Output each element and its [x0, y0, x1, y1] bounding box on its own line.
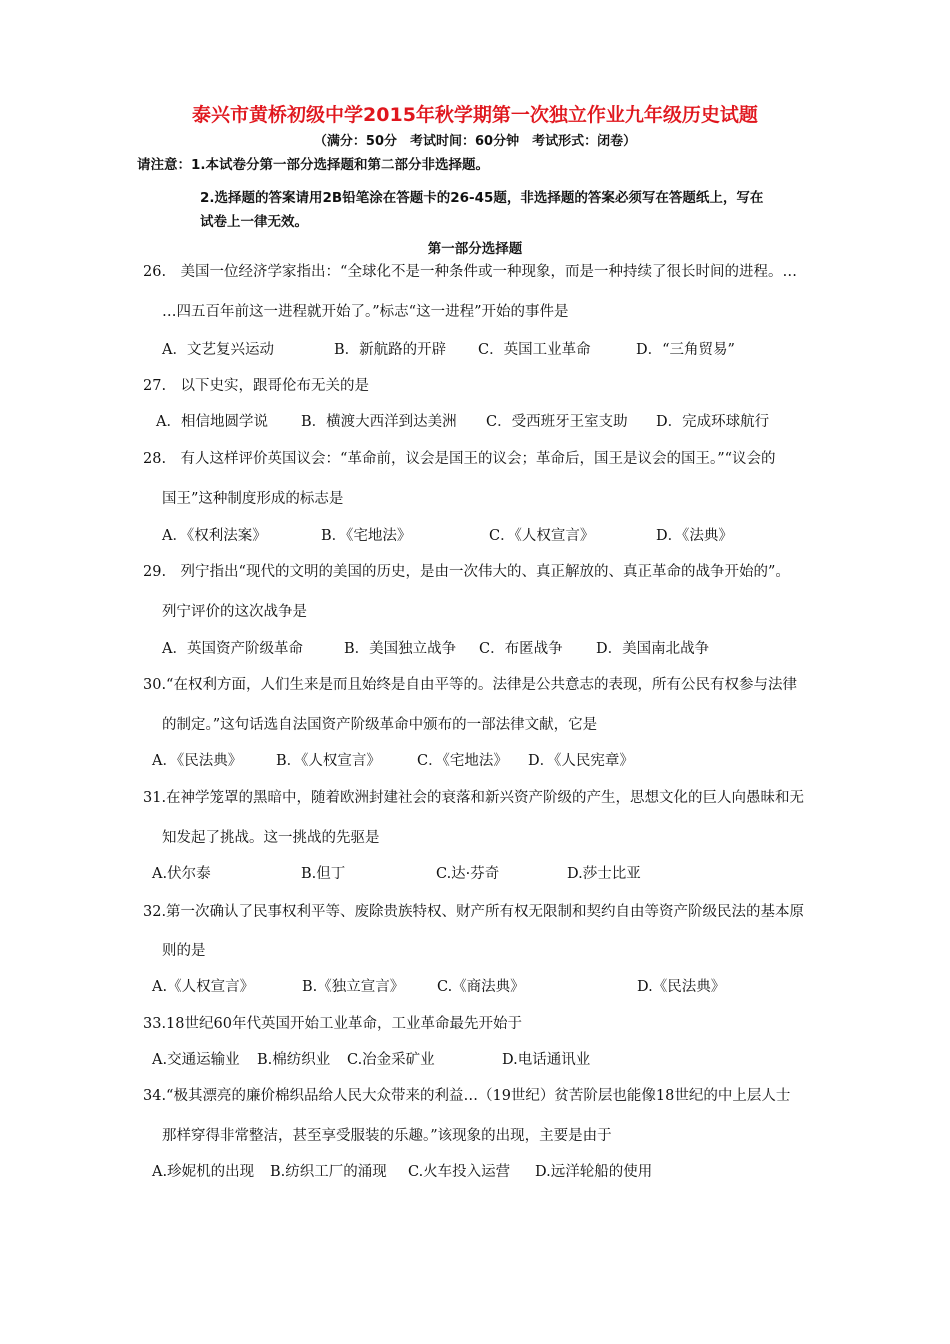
question-34-options — [152, 1162, 652, 1182]
question-33-line-1: 33.18世纪60年代英国开始工业革命，工业革命最先开始于 — [143, 1016, 522, 1032]
question-28-line-1: 28. 有人这样评价英国议会：“革命前，议会是国王的议会；革命后，国王是议会的国王。”“议会的 — [143, 451, 776, 467]
option-b: B．《人权宣言》 — [276, 753, 381, 769]
question-31-line-2: 知发起了挑战。这一挑战的先驱是 — [162, 830, 380, 846]
option-d: D.莎士比亚 — [567, 866, 641, 882]
option-c: C．《人权宣言》 — [489, 528, 595, 544]
question-32-line-2: 则的是 — [162, 943, 206, 959]
option-b: B.《独立宣言》 — [302, 979, 405, 995]
question-28-line-2: 国王”这种制度形成的标志是 — [162, 491, 344, 507]
option-b: B．新航路的开辟 — [334, 342, 447, 358]
question-26-line-2: …四五百年前这一进程就开始了。”标志“这一进程”开始的事件是 — [162, 304, 569, 320]
option-c: C.冶金采矿业 — [347, 1052, 435, 1068]
question-30-line-1: 30.“在权利方面，人们生来是而且始终是自由平等的。法律是公共意志的表现，所有公民有权参与法律 — [143, 677, 797, 693]
option-a: A.交通运输业 — [152, 1052, 240, 1068]
option-d: D.《民法典》 — [637, 979, 726, 995]
question-32-line-1: 32.第一次确认了民事权利平等、废除贵族特权、财产所有权无限制和契约自由等资产阶级民法的基本原 — [143, 904, 805, 920]
option-b: B．《宅地法》 — [321, 528, 412, 544]
option-b: B．美国独立战争 — [344, 641, 457, 657]
question-28-options — [162, 526, 733, 546]
question-30-line-2: 的制定。”这句话选自法国资产阶级革命中颁布的一部法律文献，它是 — [162, 717, 598, 733]
option-d: D．“三角贸易” — [636, 342, 735, 358]
option-a: A．文艺复兴运动 — [162, 342, 274, 358]
question-27-line-1: 27. 以下史实，跟哥伦布无关的是 — [143, 378, 370, 394]
question-27-options — [156, 412, 769, 432]
question-26-options — [162, 340, 735, 360]
question-29-line-2: 列宁评价的这次战争是 — [162, 604, 307, 620]
question-31-options — [152, 864, 641, 884]
option-a: A．相信地圆学说 — [156, 414, 268, 430]
question-29-options — [162, 639, 709, 659]
option-c: C．《宅地法》 — [417, 753, 508, 769]
question-29-line-1: 29. 列宁指出“现代的文明的美国的历史，是由一次伟大的、真正解放的、真正革命的战争开始的”。 — [143, 564, 790, 580]
question-26-line-1: 26. 美国一位经济学家指出：“全球化不是一种条件或一种现象，而是一种持续了很长时间的进程。… — [143, 264, 797, 280]
notice-line-2: 2.选择题的答案请用2B铅笔涂在答题卡的26-45题，非选择题的答案必须写在答题纸上，写在 — [200, 190, 764, 206]
notice-line-3: 试卷上一律无效。 — [200, 214, 308, 230]
question-34-line-2: 那样穿得非常整洁，甚至享受服装的乐趣。”该现象的出现，主要是由于 — [162, 1128, 612, 1144]
option-a: A.伏尔泰 — [152, 866, 211, 882]
option-b: B．横渡大西洋到达美洲 — [301, 414, 457, 430]
option-d: D．《人民宪章》 — [528, 753, 634, 769]
option-a: A．《民法典》 — [152, 753, 243, 769]
option-a: A．《权利法案》 — [162, 528, 267, 544]
option-d: D．完成环球航行 — [656, 414, 770, 430]
question-34-line-1: 34.“极其漂亮的廉价棉织品给人民大众带来的利益…（19世纪）贫苦阶层也能像18世纪的中上层人士 — [143, 1088, 791, 1104]
option-a: A.珍妮机的出现 — [152, 1164, 255, 1180]
option-d: D.电话通讯业 — [502, 1052, 591, 1068]
option-c: C．英国工业革命 — [478, 342, 591, 358]
option-c: C．布匿战争 — [479, 641, 563, 657]
option-a: A．英国资产阶级革命 — [162, 641, 303, 657]
option-a: A.《人权宣言》 — [152, 979, 255, 995]
option-c: C．受西班牙王室支助 — [486, 414, 628, 430]
page-title: 泰兴市黄桥初级中学2015年秋学期第一次独立作业九年级历史试题 — [192, 104, 758, 126]
option-b: B.纺织工厂的涌现 — [270, 1164, 387, 1180]
option-c: C.达·芬奇 — [436, 866, 500, 882]
option-d: D．《法典》 — [656, 528, 733, 544]
option-c: C.火车投入运营 — [408, 1164, 511, 1180]
question-33-options — [152, 1050, 590, 1070]
option-d: D．美国南北战争 — [596, 641, 710, 657]
option-b: B.但丁 — [301, 866, 346, 882]
section-title: 第一部分选择题 — [427, 241, 523, 257]
notice-line-1: 请注意：1.本试卷分第一部分选择题和第二部分非选择题。 — [137, 157, 490, 173]
option-c: C.《商法典》 — [437, 979, 525, 995]
question-31-line-1: 31.在神学笼罩的黑暗中，随着欧洲封建社会的衰落和新兴资产阶级的产生，思想文化的巨人向愚昧和无 — [143, 790, 805, 806]
option-b: B.棉纺织业 — [257, 1052, 331, 1068]
option-d: D.远洋轮船的使用 — [535, 1164, 653, 1180]
exam-info: （满分：50分 考试时间：60分钟 考试形式：闭卷） — [313, 134, 637, 149]
question-30-options — [152, 751, 634, 771]
question-32-options — [152, 977, 725, 997]
